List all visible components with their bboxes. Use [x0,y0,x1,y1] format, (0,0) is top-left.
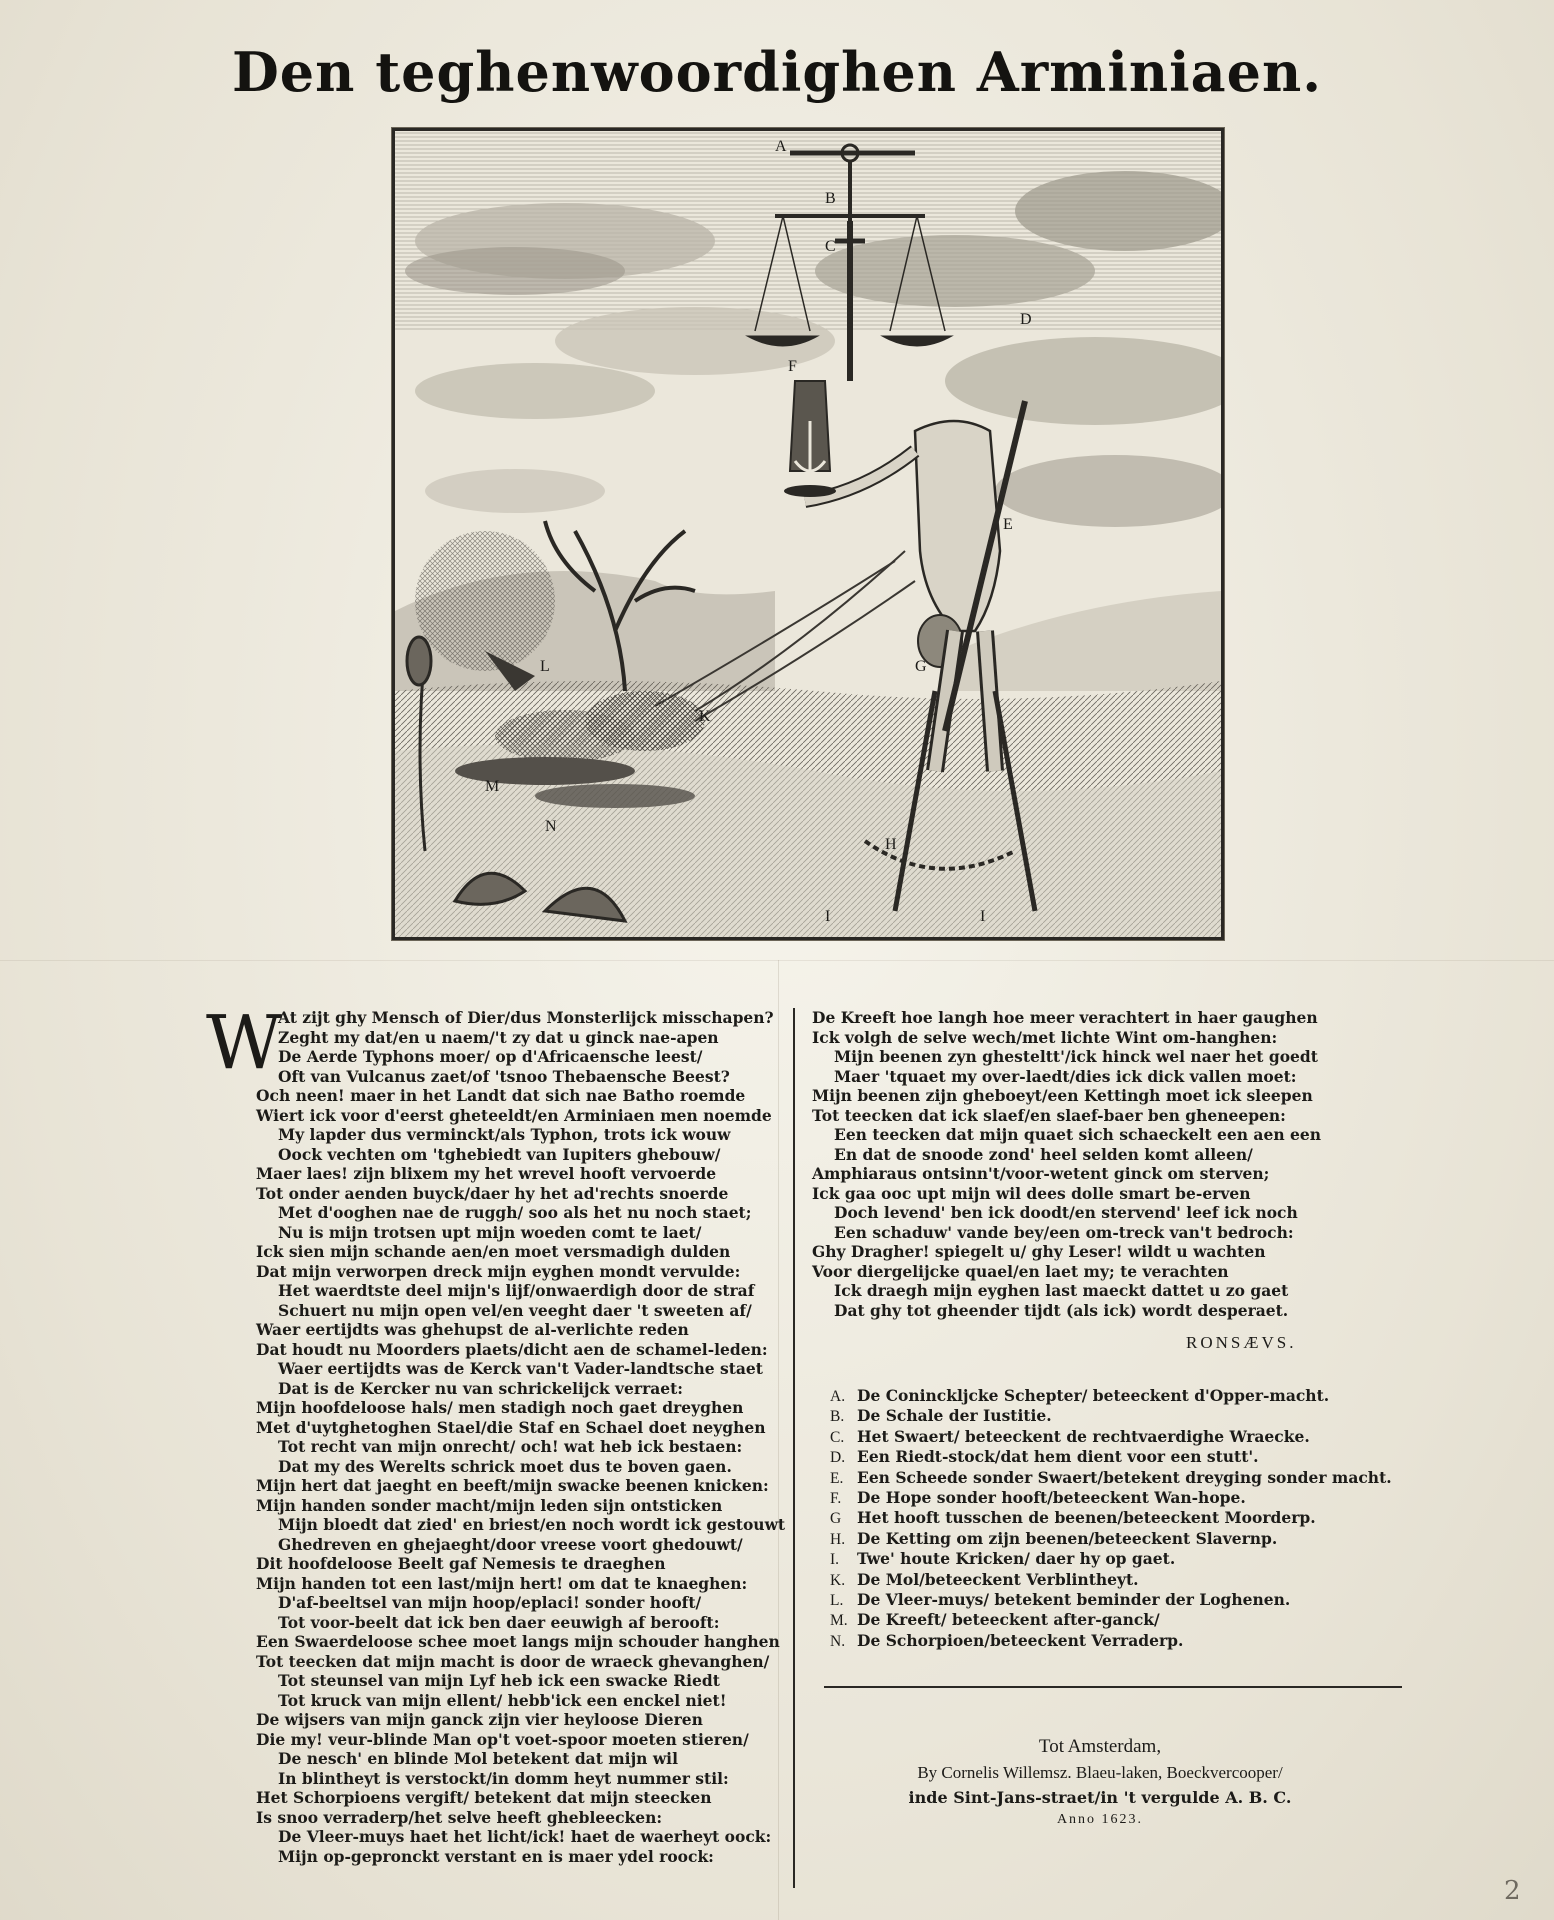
poem-line: Dit hoofdeloose Beelt gaf Nemesis te draeghen [256,1554,666,1573]
poem-line: Mijn op-gepronckt verstant en is maer ydel roock: [278,1846,714,1866]
poem-line: Maer 'tquaet my over-laedt/dies ick dick vallen moet: [834,1066,1297,1086]
legend-text: Het Swaert/ beteeckent de rechtvaerdighe Wraecke. [857,1426,1310,1446]
poem-line: Dat houdt nu Moorders plaets/dicht aen de schamel-leden: [256,1339,768,1359]
poem-line: Het Schorpioens vergift/ betekent dat mijn steecken [256,1788,712,1807]
poem-line: Doch levend' ben ick doodt/en stervend' leef ick noch [834,1203,1298,1222]
plate-key-i2: I [980,908,986,925]
poem-line: Tot voor-beelt dat ick ben daer eeuwigh af berooft: [278,1612,720,1632]
print-title: Den teghenwoordighen Arminiaen. [231,40,1323,104]
poem-line: Mijn hert dat jaeght en beeft/mijn swacke beenen knicken: [256,1476,769,1495]
poem-line: Voor diergelijcke quael/en laet my; te verachten [812,1261,1229,1281]
plate-key-n: N [545,818,557,835]
plate-key-l: L [540,658,550,675]
poem-line: Is snoo verraderp/het selve heeft ghebleecken: [256,1807,663,1827]
plate-key-g: G [915,658,927,675]
plate-key-c: C [825,238,836,255]
legend-key: A. [830,1388,846,1405]
imprint-place: Tot Amsterdam, [1038,1736,1162,1757]
legend-key: L. [830,1591,844,1609]
poem-line: Amphiaraus ontsinn't/voor-wetent ginck om sterven; [812,1164,1270,1183]
plate-key-a: A [775,138,787,155]
poem-author: RONSÆVS. [1186,1333,1297,1352]
poem-line: Een schaduw' vande bey/een om-treck van't bedroch: [834,1222,1294,1242]
poem-line: Ick volgh de selve wech/met lichte Wint om-hanghen: [812,1027,1278,1047]
legend-item [830,1468,1392,1488]
legend-item [830,1570,1392,1590]
drop-cap: W [206,1000,283,1086]
imprint-address: inde Sint-Jans-straet/in 't vergulde A. B. C. [908,1788,1292,1807]
poem-line: En dat de snoode zond' heel selden komt alleen/ [834,1144,1253,1164]
imprint-year: Anno 1623. [1056,1812,1144,1827]
poem-line: Schuert nu mijn open vel/en veeght daer 't sweeten af/ [278,1300,752,1320]
plate-key-f: F [788,358,797,375]
legend-text: De Coninckljcke Schepter/ beteeckent d'Opper-macht. [857,1386,1330,1405]
poem-line: Oft van Vulcanus zaet/of 'tsnoo Thebaensche Beest? [278,1066,730,1086]
poem-right-column [812,1008,1321,1320]
legend-key: N. [830,1632,846,1650]
poem-line: Tot kruck van mijn ellent/ hebb'ick een enckel niet! [278,1690,727,1710]
legend-item [830,1508,1392,1528]
legend-item [830,1549,1392,1569]
legend-key: C. [830,1428,845,1446]
poem-line: De Kreeft hoe langh hoe meer verachtert in haer gaughen [812,1008,1318,1027]
legend-text: De Mol/beteeckent Verblintheyt. [857,1569,1139,1589]
poem-line: Ghy Dragher! spiegelt u/ ghy Leser! wildt u wachten [812,1242,1266,1261]
plate-key-k: K [699,708,711,725]
poem-line: Dat is de Kercker nu van schrickelijck verraet: [278,1378,684,1398]
plate-key-i1: I [825,908,831,925]
poem-line: De Vleer-muys haet het licht/ick! haet de waerheyt oock: [278,1827,772,1846]
legend-text: De Kreeft/ beteeckent after-ganck/ [857,1610,1160,1630]
engraving-plate [392,128,1224,940]
poem-line: Och neen! maer in het Landt dat sich nae Batho roemde [256,1086,746,1105]
poem-line: Mijn bloedt dat zied' en briest/en noch wordt ick gestouwt [278,1515,786,1534]
poem-line: Wiert ick voor d'eerst gheteeldt/en Arminiaen men noemde [256,1105,772,1125]
imprint-rule [824,1686,1402,1688]
poem-line: Tot teecken dat mijn macht is door de wraeck ghevanghen/ [256,1651,770,1671]
poem-line: Mijn beenen zyn ghesteltt'/ick hinck wel naer het goedt [834,1047,1318,1066]
legend-item [830,1590,1392,1610]
plate-key-e: E [1003,516,1013,533]
poem-line: Ick sien mijn schande aen/en moet versmadigh dulden [256,1242,731,1261]
poem-line: Zeght my dat/en u naem/'t zy dat u ginck nae-apen [278,1027,719,1047]
poem-line: Tot onder aenden buyck/daer hy het ad'rechts snoerde [256,1183,729,1203]
legend-item [830,1427,1392,1447]
poem-line: Oock vechten om 'tghebiedt van Iupiters ghebouw/ [278,1144,721,1164]
poem-line: Die my! veur-blinde Man op't voet-spoor moeten stieren/ [256,1729,749,1749]
engraving-illustration [395,131,1221,937]
legend-text: De Vleer-muys/ betekent beminder der Loghenen. [857,1589,1291,1609]
poem-line: De Aerde Typhons moer/ op d'Africaensche leest/ [278,1047,703,1066]
legend-key: G [830,1510,842,1528]
legend-key: M. [830,1612,848,1630]
legend-key: B. [830,1408,845,1426]
poem-line: Met d'ooghen nae de ruggh/ soo als het nu noch staet; [278,1203,752,1222]
legend-key: F. [830,1489,842,1507]
legend-item [830,1529,1392,1549]
poem-line: Ick gaa ooc upt mijn wil dees dolle smart be-erven [812,1183,1251,1203]
poem-line: Tot recht van mijn onrecht/ och! wat heb ick bestaen: [278,1437,743,1456]
plate-key-b: B [825,190,836,207]
poem-line: D'af-beeltsel van mijn hoop/eplaci! sonder hooft/ [278,1593,702,1612]
legend-text: Een Riedt-stock/dat hem dient voor een stutt'. [857,1447,1259,1467]
poem-line: Mijn beenen zijn gheboeyt/een Kettingh moet ick sleepen [812,1086,1313,1105]
poem-line: Met d'uytghetoghen Stael/die Staf en Schael doet neyghen [256,1417,766,1437]
poem-line: Tot teecken dat ick slaef/en slaef-baer ben gheneepen: [812,1105,1286,1125]
poem-line: Het waerdtste deel mijn's lijf/onwaerdigh door de straf [278,1281,755,1300]
poem-left-column [256,1008,785,1866]
legend-item [830,1447,1392,1467]
poem-line: Maer laes! zijn blixem my het wrevel hooft vervoerde [256,1164,717,1183]
legend-text: De Schale der Iustitie. [857,1406,1052,1426]
pencil-mark: 2 [1504,1876,1521,1906]
legend-item [830,1610,1392,1630]
legend-item [830,1488,1392,1508]
poem-line: Mijn hoofdeloose hals/ men stadigh noch gaet dreyghen [256,1398,744,1417]
poem-line: In blintheyt is verstockt/in domm heyt nummer stil: [278,1768,729,1788]
legend-key: I. [830,1551,840,1569]
poem-line: Nu is mijn trotsen upt mijn woeden comt te laet/ [278,1222,702,1242]
legend-item [830,1406,1392,1426]
legend-item [830,1386,1392,1406]
poem-line: Ghedreven en ghejaeght/door vreese voort ghedouwt/ [278,1534,743,1554]
legend-text: Een Scheede sonder Swaert/betekent dreyging sonder macht. [857,1467,1392,1487]
legend-text: Twe' houte Kricken/ daer hy op gaet. [857,1549,1176,1569]
legend-key: D. [830,1449,846,1467]
poem-line: Mijn handen tot een last/mijn hert! om dat te knaeghen: [256,1573,748,1593]
legend-text: De Schorpioen/beteeckent Verraderp. [857,1630,1184,1650]
poem-line: Ick draegh mijn eyghen last maeckt dattet u zo gaet [834,1281,1289,1300]
fold-line-horizontal [0,960,1554,961]
poem-line: Een Swaerdeloose schee moet langs mijn schouder hanghen [256,1632,780,1651]
legend-key: H. [830,1530,846,1548]
poem-line: Mijn handen sonder macht/mijn leden sijn ontsticken [256,1495,723,1515]
legend-text: De Ketting om zijn beenen/beteeckent Slavernp. [857,1528,1278,1548]
poem-line: Waer eertijdts was de Kerck van't Vader-landtsche staet [278,1359,763,1378]
poem-line: My lapder dus verminckt/als Typhon, trots ick wouw [278,1125,731,1144]
poem-line: Tot steunsel van mijn Lyf heb ick een swacke Riedt [278,1671,720,1690]
column-divider [793,1008,795,1888]
poem-line: De nesch' en blinde Mol betekent dat mijn wil [278,1749,678,1768]
plate-key-m: M [485,778,500,795]
plate-key-d: D [1020,311,1032,328]
poem-line: Dat ghy tot gheender tijdt (als ick) wordt desperaet. [834,1300,1289,1320]
legend-list [830,1386,1392,1651]
legend-item [830,1631,1392,1651]
legend-text: De Hope sonder hooft/beteeckent Wan-hope. [857,1487,1246,1507]
poem-line: At zijt ghy Mensch of Dier/dus Monsterlijck misschapen? [278,1008,774,1027]
poem-line: Een teecken dat mijn quaet sich schaeckelt een aen een [834,1125,1321,1144]
poem-line: De wijsers van mijn ganck zijn vier heyloose Dieren [256,1710,703,1729]
legend-text: Het hooft tusschen de beenen/beteeckent Moorderp. [857,1508,1316,1528]
poem-line: Dat mijn verworpen dreck mijn eyghen mondt vervulde: [256,1261,741,1281]
imprint-publisher: By Cornelis Willemsz. Blaeu-laken, Boeckvercooper/ [917,1763,1283,1782]
poem-line: Dat my des Werelts schrick moet dus te boven gaen. [278,1456,732,1476]
legend-key: K. [830,1571,846,1589]
plate-key-h: H [885,836,897,853]
poem-line: Waer eertijdts was ghehupst de al-verlichte reden [256,1320,689,1339]
legend-key: E. [830,1469,844,1487]
